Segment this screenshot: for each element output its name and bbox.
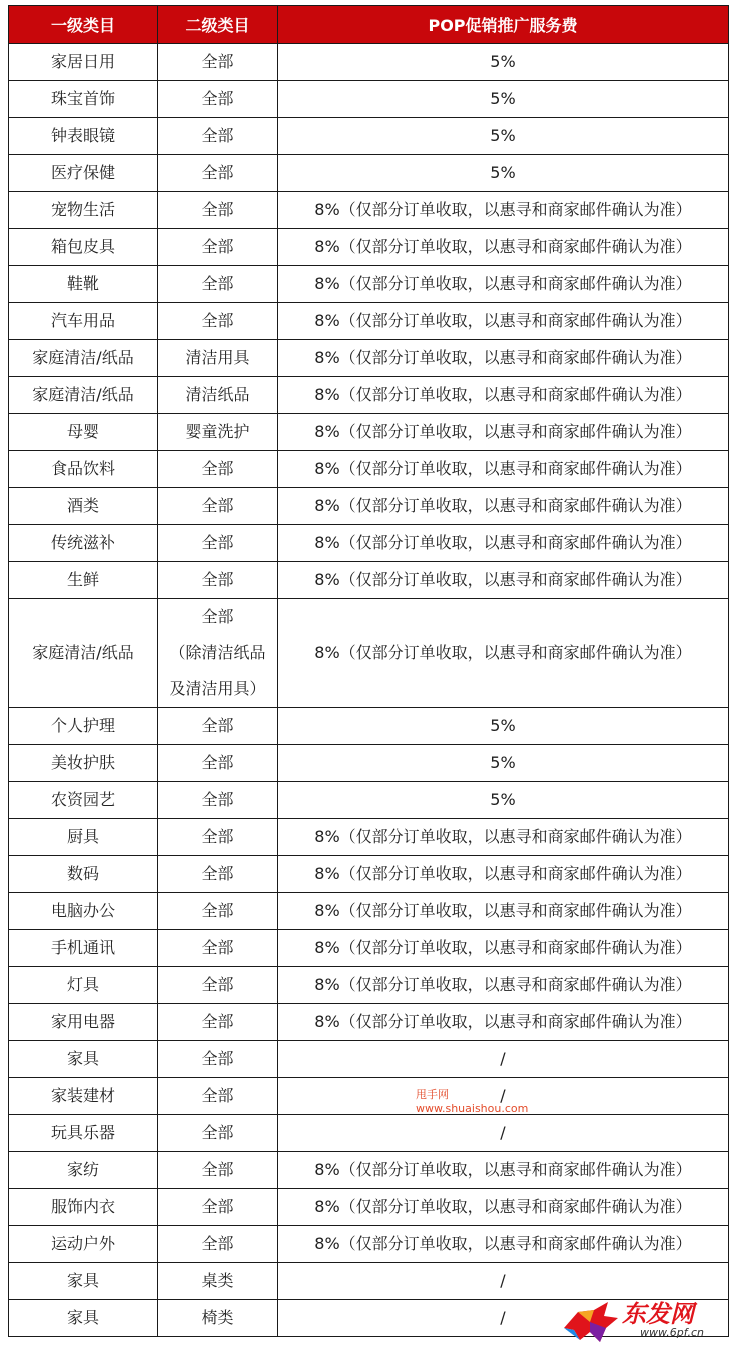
cell-secondary-category: 全部 — [158, 1041, 278, 1078]
cell-secondary-category: 全部 — [158, 819, 278, 856]
cell-service-fee: 5% — [278, 81, 729, 118]
cell-service-fee: 5% — [278, 44, 729, 81]
table-row — [9, 1189, 729, 1226]
cell-service-fee: 8%（仅部分订单收取，以惠寻和商家邮件确认为准） — [278, 414, 729, 451]
cell-secondary-category: 全部 — [158, 44, 278, 81]
cell-service-fee: 8%（仅部分订单收取，以惠寻和商家邮件确认为准） — [278, 377, 729, 414]
table-row — [9, 414, 729, 451]
table-row — [9, 1152, 729, 1189]
cell-service-fee: 8%（仅部分订单收取，以惠寻和商家邮件确认为准） — [278, 192, 729, 229]
cell-secondary-category: 全部 — [158, 856, 278, 893]
table-row — [9, 377, 729, 414]
cell-primary-category: 家庭清洁/纸品 — [9, 340, 158, 377]
cell-service-fee: 8%（仅部分订单收取，以惠寻和商家邮件确认为准） — [278, 1004, 729, 1041]
table-row — [9, 155, 729, 192]
table-row — [9, 266, 729, 303]
cell-service-fee: 8%（仅部分订单收取，以惠寻和商家邮件确认为准） — [278, 340, 729, 377]
watermark-url: www.shuaishou.com — [416, 1102, 529, 1115]
cell-primary-category: 数码 — [9, 856, 158, 893]
cell-primary-category: 家纺 — [9, 1152, 158, 1189]
table-row — [9, 599, 729, 708]
cell-primary-category: 钟表眼镜 — [9, 118, 158, 155]
cell-secondary-category: 全部 — [158, 118, 278, 155]
cell-primary-category: 家具 — [9, 1300, 158, 1337]
table-row — [9, 488, 729, 525]
site-logo — [560, 1292, 730, 1348]
cell-secondary-category: 全部 — [158, 967, 278, 1004]
cell-service-fee: 8%（仅部分订单收取，以惠寻和商家邮件确认为准） — [278, 1189, 729, 1226]
cell-service-fee: 8%（仅部分订单收取，以惠寻和商家邮件确认为准） — [278, 562, 729, 599]
table-row — [9, 340, 729, 377]
table-row — [9, 303, 729, 340]
watermark — [416, 1088, 528, 1116]
cell-primary-category: 个人护理 — [9, 708, 158, 745]
cell-primary-category: 家装建材 — [9, 1078, 158, 1115]
table-row — [9, 1078, 729, 1115]
cell-service-fee: 8%（仅部分订单收取，以惠寻和商家邮件确认为准） — [278, 819, 729, 856]
cell-primary-category: 运动户外 — [9, 1226, 158, 1263]
cell-service-fee: 5% — [278, 745, 729, 782]
logo-url: www.6pf.cn — [640, 1326, 704, 1339]
cell-secondary-category: 全部 — [158, 155, 278, 192]
cell-secondary-category: 全部 — [158, 1152, 278, 1189]
cell-primary-category: 玩具乐器 — [9, 1115, 158, 1152]
cell-primary-category: 汽车用品 — [9, 303, 158, 340]
cell-secondary-category: 全部 — [158, 525, 278, 562]
cell-primary-category: 家庭清洁/纸品 — [9, 599, 158, 708]
cell-primary-category: 手机通讯 — [9, 930, 158, 967]
cell-secondary-category: 全部 — [158, 708, 278, 745]
table-row — [9, 562, 729, 599]
cell-primary-category: 美妆护肤 — [9, 745, 158, 782]
cell-service-fee: / — [278, 1263, 729, 1300]
header-row — [9, 6, 729, 44]
cell-primary-category: 农资园艺 — [9, 782, 158, 819]
cell-secondary-category: 全部 — [158, 893, 278, 930]
cell-secondary-category: 椅类 — [158, 1300, 278, 1337]
header-service-fee: POP促销推广服务费 — [278, 6, 729, 44]
cell-primary-category: 厨具 — [9, 819, 158, 856]
cell-secondary-category: 全部 — [158, 303, 278, 340]
cell-primary-category: 鞋靴 — [9, 266, 158, 303]
table-row — [9, 745, 729, 782]
cell-primary-category: 家居日用 — [9, 44, 158, 81]
cell-secondary-category — [158, 599, 278, 708]
table-body — [9, 44, 729, 1337]
table-row — [9, 856, 729, 893]
cell-secondary-category: 清洁纸品 — [158, 377, 278, 414]
cell-service-fee: 8%（仅部分订单收取，以惠寻和商家邮件确认为准） — [278, 229, 729, 266]
cell-secondary-category: 全部 — [158, 1078, 278, 1115]
cell-primary-category: 箱包皮具 — [9, 229, 158, 266]
cell-primary-category: 医疗保健 — [9, 155, 158, 192]
cell-primary-category: 宠物生活 — [9, 192, 158, 229]
table-row — [9, 782, 729, 819]
header-primary-category: 一级类目 — [9, 6, 158, 44]
table-row — [9, 229, 729, 266]
cell-secondary-category: 全部 — [158, 266, 278, 303]
cell-secondary-category: 全部 — [158, 745, 278, 782]
table-row — [9, 708, 729, 745]
cell-primary-category: 灯具 — [9, 967, 158, 1004]
cell-line: 全部 — [201, 607, 234, 626]
cell-primary-category: 珠宝首饰 — [9, 81, 158, 118]
table-row — [9, 893, 729, 930]
table-row — [9, 451, 729, 488]
cell-secondary-category: 全部 — [158, 1004, 278, 1041]
cell-secondary-category: 清洁用具 — [158, 340, 278, 377]
cell-secondary-category: 全部 — [158, 451, 278, 488]
cell-service-fee: 5% — [278, 708, 729, 745]
cell-service-fee: / — [278, 1300, 729, 1337]
cell-service-fee: 8%（仅部分订单收取，以惠寻和商家邮件确认为准） — [278, 525, 729, 562]
watermark-name: 甩手网 — [416, 1088, 449, 1101]
cell-service-fee: / — [278, 1041, 729, 1078]
cell-secondary-category: 全部 — [158, 930, 278, 967]
fee-table — [8, 5, 729, 1337]
cell-secondary-category: 桌类 — [158, 1263, 278, 1300]
cell-primary-category: 酒类 — [9, 488, 158, 525]
cell-service-fee: 8%（仅部分订单收取，以惠寻和商家邮件确认为准） — [278, 488, 729, 525]
cell-primary-category: 电脑办公 — [9, 893, 158, 930]
cell-service-fee: 8%（仅部分订单收取，以惠寻和商家邮件确认为准） — [278, 303, 729, 340]
table-row — [9, 1226, 729, 1263]
cell-service-fee: 8%（仅部分订单收取，以惠寻和商家邮件确认为准） — [278, 967, 729, 1004]
cell-line: （除清洁纸品 — [169, 643, 266, 662]
table-row — [9, 44, 729, 81]
table-row — [9, 81, 729, 118]
cell-service-fee: 8%（仅部分订单收取，以惠寻和商家邮件确认为准） — [278, 930, 729, 967]
cell-service-fee: / — [278, 1078, 729, 1115]
table-row — [9, 525, 729, 562]
cell-secondary-category: 全部 — [158, 562, 278, 599]
table-row — [9, 819, 729, 856]
cell-primary-category: 传统滋补 — [9, 525, 158, 562]
cell-secondary-category: 全部 — [158, 81, 278, 118]
cell-service-fee: 8%（仅部分订单收取，以惠寻和商家邮件确认为准） — [278, 856, 729, 893]
table-row — [9, 1004, 729, 1041]
header-secondary-category: 二级类目 — [158, 6, 278, 44]
cell-service-fee: 5% — [278, 155, 729, 192]
cell-secondary-category: 全部 — [158, 1226, 278, 1263]
cell-service-fee: 8%（仅部分订单收取，以惠寻和商家邮件确认为准） — [278, 599, 729, 708]
cell-service-fee: 5% — [278, 782, 729, 819]
table-row — [9, 118, 729, 155]
cell-secondary-category: 全部 — [158, 1189, 278, 1226]
cell-service-fee: 8%（仅部分订单收取，以惠寻和商家邮件确认为准） — [278, 893, 729, 930]
cell-primary-category: 家庭清洁/纸品 — [9, 377, 158, 414]
cell-primary-category: 家具 — [9, 1263, 158, 1300]
cell-primary-category: 生鲜 — [9, 562, 158, 599]
cell-secondary-category: 全部 — [158, 229, 278, 266]
cell-service-fee: 5% — [278, 118, 729, 155]
cell-secondary-category: 全部 — [158, 488, 278, 525]
bull-icon — [560, 1298, 622, 1346]
cell-primary-category: 家用电器 — [9, 1004, 158, 1041]
cell-service-fee: 8%（仅部分订单收取，以惠寻和商家邮件确认为准） — [278, 1152, 729, 1189]
cell-service-fee: 8%（仅部分订单收取，以惠寻和商家邮件确认为准） — [278, 266, 729, 303]
cell-primary-category: 食品饮料 — [9, 451, 158, 488]
logo-brand: 东发网 — [622, 1299, 694, 1328]
cell-service-fee: / — [278, 1115, 729, 1152]
table-row — [9, 192, 729, 229]
table-row — [9, 1115, 729, 1152]
table-row — [9, 967, 729, 1004]
cell-secondary-category: 全部 — [158, 782, 278, 819]
cell-secondary-category: 全部 — [158, 192, 278, 229]
cell-line: 及清洁用具） — [169, 679, 266, 698]
cell-secondary-category: 全部 — [158, 1115, 278, 1152]
table-row — [9, 1041, 729, 1078]
cell-secondary-category: 婴童洗护 — [158, 414, 278, 451]
table-row — [9, 930, 729, 967]
cell-primary-category: 服饰内衣 — [9, 1189, 158, 1226]
cell-primary-category: 家具 — [9, 1041, 158, 1078]
cell-service-fee: 8%（仅部分订单收取，以惠寻和商家邮件确认为准） — [278, 451, 729, 488]
cell-service-fee: 8%（仅部分订单收取，以惠寻和商家邮件确认为准） — [278, 1226, 729, 1263]
cell-primary-category: 母婴 — [9, 414, 158, 451]
